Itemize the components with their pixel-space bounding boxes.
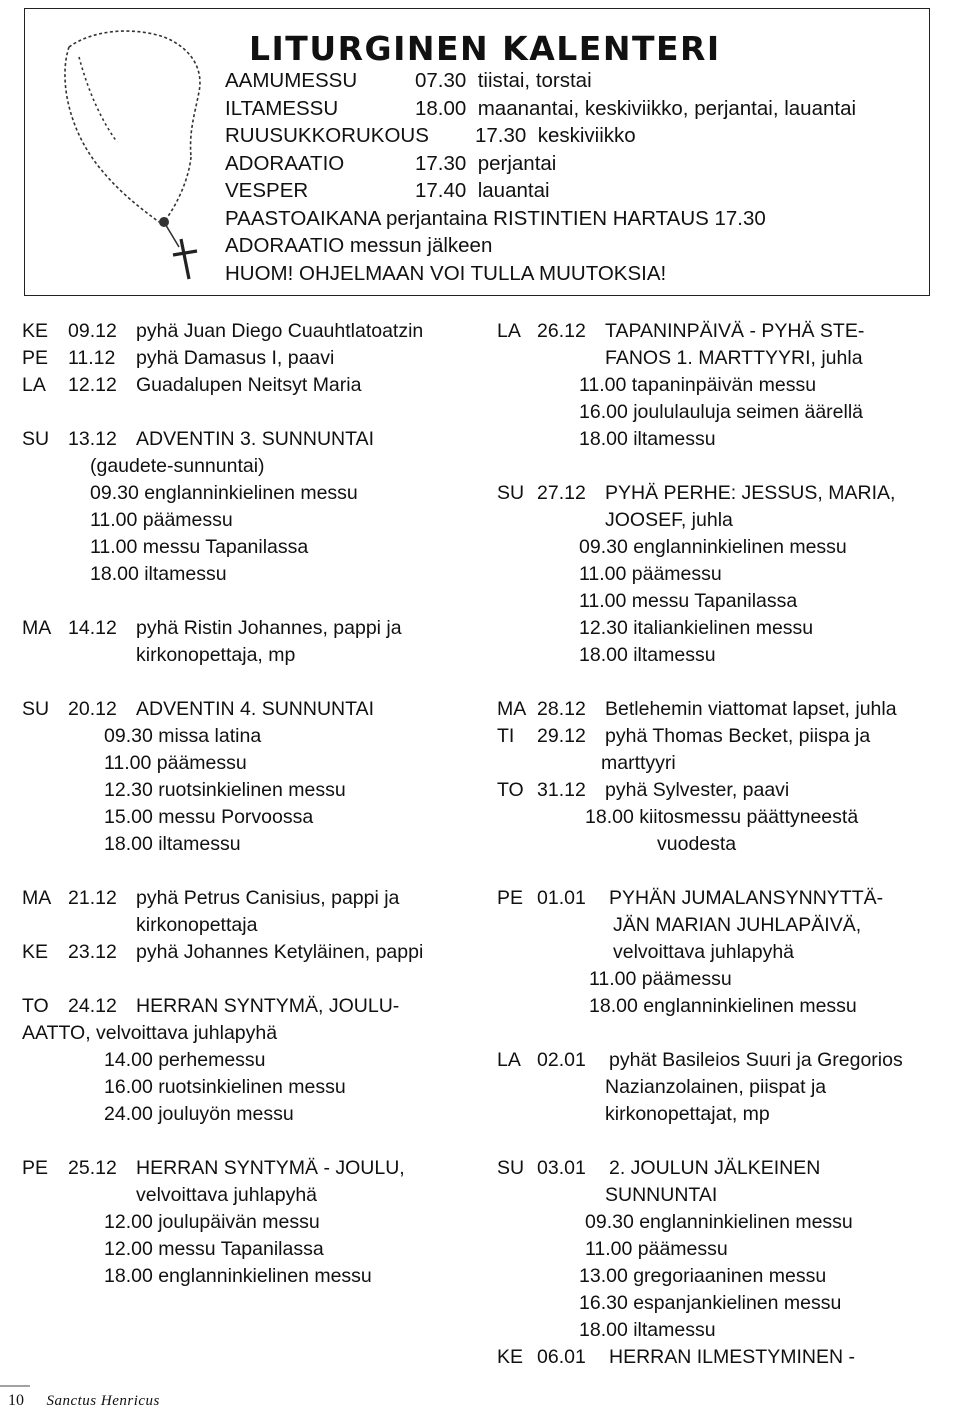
entry-text: ADVENTIN 4. SUNNUNTAI (136, 698, 374, 720)
service-line: 11.00 päämessu (585, 1238, 728, 1260)
entry-date: 12.12 (68, 374, 117, 396)
entry-day: SU (497, 1157, 525, 1179)
entry-date: 21.12 (68, 887, 117, 909)
entry-day: MA (22, 617, 52, 639)
service-line: 11.00 messu Tapanilassa (579, 590, 798, 612)
entry-continuation: JÄN MARIAN JUHLAPÄIVÄ, (613, 914, 862, 936)
schedule-time: 17.30 (475, 124, 527, 147)
entry-continuation: kirkonopettajat, mp (605, 1103, 770, 1125)
schedule-name: ADORAATIO (225, 151, 345, 175)
entry-text: pyhä Thomas Becket, piispa ja (605, 725, 871, 747)
entry-text: HERRAN SYNTYMÄ, JOULU- (136, 995, 400, 1017)
left-column (22, 318, 482, 1290)
entry-continuation: JOOSEF, juhla (605, 509, 733, 531)
entry-date: 31.12 (537, 779, 586, 801)
entry-date: 28.12 (537, 698, 586, 720)
entry-day: PE (22, 1157, 49, 1179)
entry-date: 06.01 (537, 1346, 586, 1368)
publication-name: Sanctus Henricus (46, 1393, 160, 1409)
service-line: 11.00 tapaninpäivän messu (579, 374, 817, 396)
service-line: 14.00 perhemessu (104, 1049, 266, 1071)
calendar-entry (497, 1155, 947, 1182)
entry-day: SU (497, 482, 525, 504)
entry-continuation: kirkonopettaja, mp (136, 644, 296, 666)
entry-date: 01.01 (537, 887, 586, 909)
right-column (497, 318, 947, 1371)
footer-divider (0, 1384, 960, 1388)
entry-day: TO (497, 779, 524, 801)
entry-text: pyhä Petrus Canisius, pappi ja (136, 887, 400, 909)
service-line: 18.00 kiitosmessu päättyneestä (585, 806, 859, 828)
schedule-name: RUUSUKKORUKOUS (225, 124, 429, 147)
schedule-list (225, 67, 856, 287)
entry-continuation: AATTO, velvoittava juhlapyhä (22, 1022, 278, 1044)
entry-day: MA (497, 698, 527, 720)
schedule-row (225, 67, 856, 95)
entry-date: 26.12 (537, 320, 586, 342)
service-line: 12.00 joulupäivän messu (104, 1211, 320, 1233)
schedule-note: HUOM! OHJELMAAN VOI TULLA MUUTOKSIA! (225, 261, 667, 285)
service-line: 13.00 gregoriaaninen messu (579, 1265, 827, 1287)
schedule-time: 07.30 (415, 69, 467, 92)
calendar-entry (497, 885, 947, 912)
entry-continuation: marttyyri (601, 752, 676, 774)
calendar-entry (22, 345, 482, 372)
schedule-days: maanantai, keskiviikko, perjantai, lauantai (477, 96, 857, 120)
entry-text: PYHÄ PERHE: JESSUS, MARIA, (605, 482, 896, 504)
service-line: 18.00 englanninkielinen messu (589, 995, 857, 1017)
service-line: 09.30 englanninkielinen messu (579, 536, 847, 558)
entry-text: Guadalupen Neitsyt Maria (136, 374, 362, 396)
service-line: 16.30 espanjankielinen messu (579, 1292, 842, 1314)
entry-day: KE (22, 320, 49, 342)
entry-day: SU (22, 698, 50, 720)
schedule-time: 18.00 (415, 96, 467, 120)
service-line: 09.30 englanninkielinen messu (585, 1211, 853, 1233)
schedule-row (225, 150, 856, 178)
schedule-note: PAASTOAIKANA perjantaina RISTINTIEN HARTAUS 17.30 (225, 206, 766, 230)
entry-text: pyhä Sylvester, paavi (605, 779, 790, 801)
entry-date: 23.12 (68, 941, 117, 963)
entry-date: 11.12 (68, 347, 116, 369)
entry-continuation: Nazianzolainen, piispat ja (605, 1076, 827, 1098)
service-line: 11.00 päämessu (579, 563, 722, 585)
service-line: 24.00 jouluyön messu (104, 1103, 294, 1125)
calendar-entry (497, 1344, 947, 1371)
calendar-entry (497, 318, 947, 345)
entry-text: pyhät Basileios Suuri ja Gregorios (609, 1049, 903, 1071)
entry-day: LA (497, 1049, 521, 1071)
schedule-row (225, 95, 856, 123)
entry-text: pyhä Ristin Johannes, pappi ja (136, 617, 402, 639)
calendar-entry (497, 1047, 947, 1074)
calendar-entry (22, 939, 482, 966)
rosary-illustration-icon (39, 17, 249, 287)
service-line: 11.00 messu Tapanilassa (90, 536, 309, 558)
entry-continuation: velvoittava juhlapyhä (613, 941, 795, 963)
entry-date: 25.12 (68, 1157, 117, 1179)
entry-text: HERRAN SYNTYMÄ - JOULU, (136, 1157, 405, 1179)
calendar-entry (22, 696, 482, 723)
entry-date: 14.12 (68, 617, 117, 639)
liturgical-calendar-box (24, 8, 930, 296)
calendar-entry (22, 318, 482, 345)
calendar-entry (22, 426, 482, 453)
entry-date: 02.01 (537, 1049, 586, 1071)
entry-continuation: (gaudete-sunnuntai) (90, 455, 265, 477)
service-line: 11.00 päämessu (589, 968, 732, 990)
entry-text: TAPANINPÄIVÄ - PYHÄ STE- (605, 320, 865, 342)
entry-date: 03.01 (537, 1157, 586, 1179)
service-line: 15.00 messu Porvoossa (104, 806, 314, 828)
calendar-entry (497, 777, 947, 804)
schedule-row (225, 122, 856, 150)
entry-continuation: kirkonopettaja (136, 914, 258, 936)
entry-day: MA (22, 887, 52, 909)
calendar-entry (22, 372, 482, 399)
entry-day: LA (22, 374, 46, 396)
service-line: 09.30 missa latina (104, 725, 262, 747)
entry-day: KE (497, 1346, 524, 1368)
entry-text: Betlehemin viattomat lapset, juhla (605, 698, 897, 720)
schedule-time: 17.30 (415, 151, 467, 175)
calendar-entry (22, 885, 482, 912)
entry-text: HERRAN ILMESTYMINEN - (609, 1346, 855, 1368)
service-line: 16.00 joululauluja seimen äärellä (579, 401, 864, 423)
calendar-entry (497, 696, 947, 723)
service-line: 16.00 ruotsinkielinen messu (104, 1076, 346, 1098)
entry-day: TI (497, 725, 515, 747)
page-footer (8, 1392, 160, 1410)
schedule-days: lauantai (477, 179, 550, 202)
entry-date: 24.12 (68, 995, 117, 1017)
entry-date: 20.12 (68, 698, 117, 720)
service-line: 18.00 englanninkielinen messu (104, 1265, 372, 1287)
service-line: 18.00 iltamessu (579, 644, 716, 666)
schedule-days: keskiviikko (537, 124, 636, 147)
service-line: 12.30 ruotsinkielinen messu (104, 779, 346, 801)
entry-continuation: FANOS 1. MARTTYYRI, juhla (605, 347, 863, 369)
entry-continuation: SUNNUNTAI (605, 1184, 718, 1206)
schedule-name: ILTAMESSU (225, 96, 339, 120)
service-line: 18.00 iltamessu (579, 428, 716, 450)
schedule-note: ADORAATIO messun jälkeen (225, 234, 493, 257)
service-line: 18.00 iltamessu (104, 833, 241, 855)
entry-text: pyhä Damasus I, paavi (136, 347, 335, 369)
entry-text: pyhä Juan Diego Cuauhtlatoatzin (136, 320, 424, 342)
schedule-days: tiistai, torstai (477, 69, 592, 92)
service-line: 11.00 päämessu (104, 752, 247, 774)
calendar-entry (22, 615, 482, 642)
service-line: 18.00 iltamessu (90, 563, 227, 585)
entry-continuation: vuodesta (657, 833, 737, 855)
service-line: 11.00 päämessu (90, 509, 233, 531)
entry-day: KE (22, 941, 49, 963)
service-line: 09.30 englanninkielinen messu (90, 482, 358, 504)
service-line: 12.00 messu Tapanilassa (104, 1238, 324, 1260)
calendar-entry (497, 723, 947, 750)
entry-text: ADVENTIN 3. SUNNUNTAI (136, 428, 374, 450)
entry-day: LA (497, 320, 521, 342)
entry-date: 29.12 (537, 725, 586, 747)
calendar-entry (22, 1155, 482, 1182)
entry-date: 13.12 (68, 428, 117, 450)
entry-text: pyhä Johannes Ketyläinen, pappi (136, 941, 424, 963)
entry-day: SU (22, 428, 50, 450)
page-number: 10 (8, 1392, 24, 1409)
service-line: 18.00 iltamessu (579, 1319, 716, 1341)
entry-continuation: velvoittava juhlapyhä (136, 1184, 318, 1206)
service-line: 12.30 italiankielinen messu (579, 617, 814, 639)
calendar-entry (497, 480, 947, 507)
entry-day: PE (22, 347, 49, 369)
schedule-name: VESPER (225, 179, 309, 202)
schedule-row (225, 177, 856, 205)
entry-date: 09.12 (68, 320, 117, 342)
entry-date: 27.12 (537, 482, 586, 504)
schedule-days: perjantai (477, 151, 557, 175)
schedule-name: AAMUMESSU (225, 69, 358, 92)
entry-day: TO (22, 995, 49, 1017)
entry-text: 2. JOULUN JÄLKEINEN (609, 1157, 821, 1179)
page-title: LITURGINEN KALENTERI (249, 29, 721, 68)
calendar-entry (22, 993, 482, 1020)
entry-day: PE (497, 887, 524, 909)
entry-text: PYHÄN JUMALANSYNNYTTÄ- (609, 887, 884, 909)
schedule-time: 17.40 (415, 179, 467, 202)
